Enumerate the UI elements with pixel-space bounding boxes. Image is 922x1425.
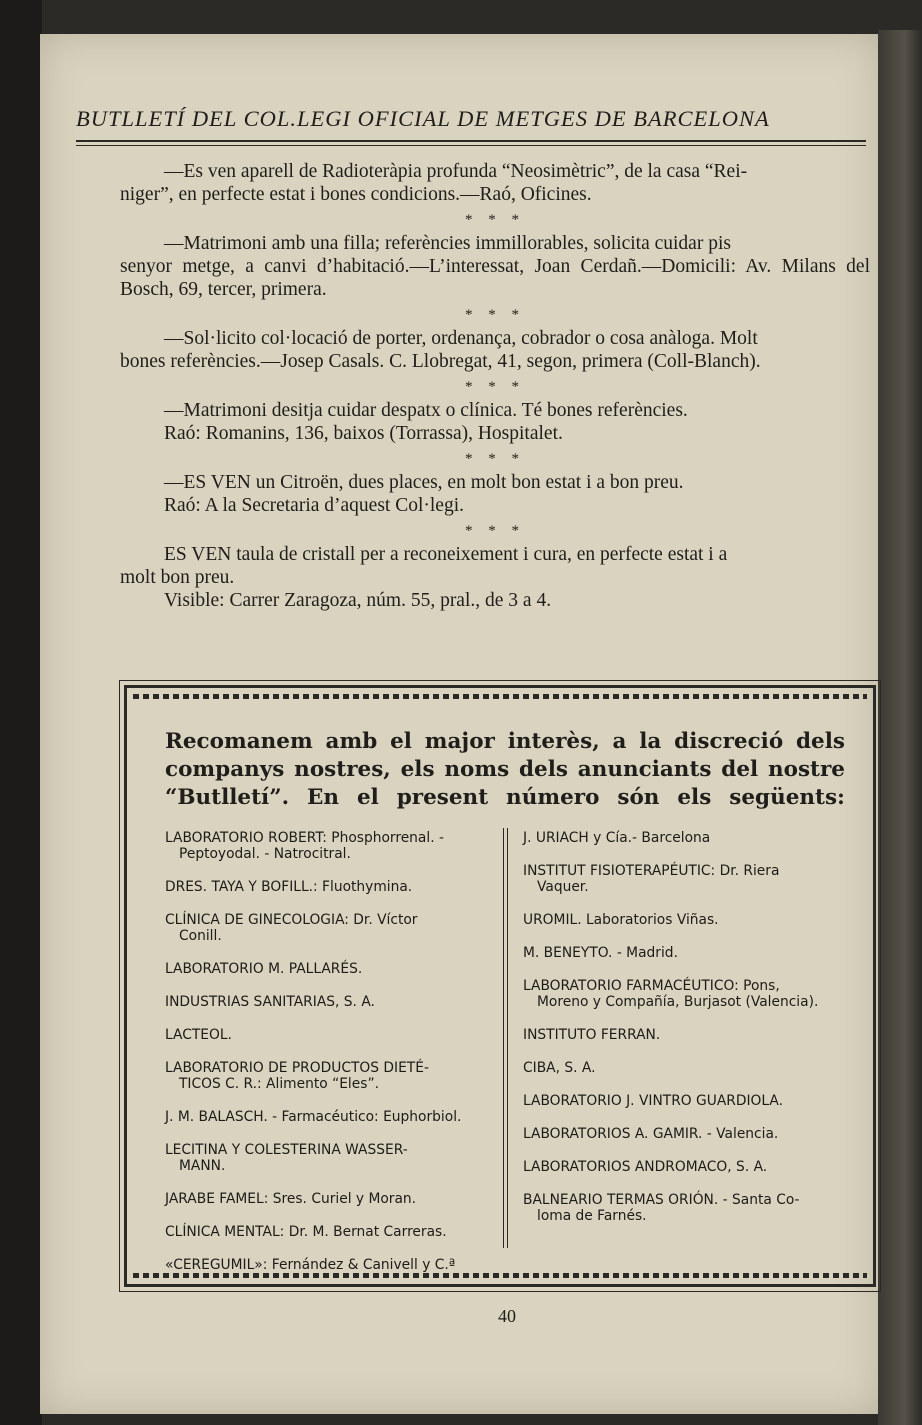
advertiser-entry xyxy=(165,879,495,895)
advertiser-name: LABORATORIO J. VINTRO GUARDIOLA. xyxy=(523,1093,783,1109)
advertiser-name: LABORATORIOS A. GAMIR. - Valencia. xyxy=(523,1126,779,1142)
separator-stars: * * * xyxy=(465,379,525,395)
advertiser-entry xyxy=(165,1142,495,1174)
ad-text-first: —ES VEN un Citroën, dues places, en molt bon estat i a bon preu. xyxy=(164,472,684,493)
advertiser-entry xyxy=(523,912,843,928)
advertiser-name: INSTITUT FISIOTERAPÉUTIC: Dr. Riera xyxy=(523,863,780,879)
advertiser-entry xyxy=(165,961,495,977)
ad-item xyxy=(120,160,870,206)
advertiser-entry xyxy=(523,1192,843,1224)
advertisers-right-column xyxy=(523,830,843,1241)
advertiser-entry xyxy=(165,830,495,862)
advertiser-entry xyxy=(165,1060,495,1092)
advertiser-name: INDUSTRIAS SANITARIAS, S. A. xyxy=(165,994,375,1010)
advertiser-name: LABORATORIO ROBERT: Phosphorrenal. - xyxy=(165,830,444,846)
ad-text: niger”, en perfecte estat i bones condicions.—Raó, Oficines. xyxy=(120,184,592,205)
advertiser-name: LABORATORIO M. PALLARÉS. xyxy=(165,961,363,977)
ad-text-first: ES VEN taula de cristall per a reconeixement i cura, en perfecte estat i a xyxy=(164,544,728,565)
advertiser-name: LACTEOL. xyxy=(165,1027,232,1043)
book-binding xyxy=(0,0,42,1425)
ad-text: molt bon preu. xyxy=(120,567,235,588)
advertiser-detail: TICOS C. R.: Alimento “Eles”. xyxy=(179,1076,379,1092)
advertiser-entry xyxy=(523,1027,843,1043)
ad-item xyxy=(120,399,870,445)
advertiser-detail: Peptoyodal. - Natrocitral. xyxy=(179,846,351,862)
advertiser-detail: loma de Farnés. xyxy=(537,1208,647,1224)
classified-ads xyxy=(120,160,870,612)
advertiser-entry xyxy=(165,994,495,1010)
page-header: BUTLLETÍ DEL COL.LEGI OFICIAL DE METGES DE BARCELONA xyxy=(76,106,770,131)
advertiser-name: LABORATORIO FARMACÉUTICO: Pons, xyxy=(523,978,780,994)
advertiser-entry xyxy=(523,1093,843,1109)
advertiser-name: LABORATORIOS ANDROMACO, S. A. xyxy=(523,1159,768,1175)
separator-stars: * * * xyxy=(465,523,525,539)
advertiser-name: CIBA, S. A. xyxy=(523,1060,596,1076)
advertiser-detail: Conill. xyxy=(179,928,222,944)
header-rule-thin xyxy=(76,145,866,146)
header-rule xyxy=(76,140,866,142)
ad-item xyxy=(120,327,870,373)
advertiser-entry xyxy=(523,863,843,895)
advertisers-left-column xyxy=(165,830,495,1290)
advertiser-name: «CEREGUMIL»: Fernández & Canivell y C.ª xyxy=(165,1257,456,1273)
advertiser-name: M. BENEYTO. - Madrid. xyxy=(523,945,678,961)
ad-text: bones referències.—Josep Casals. C. Llobregat, 41, segon, primera (Coll-Blanch). xyxy=(120,351,761,372)
column-divider xyxy=(503,828,504,1248)
ad-text: senyor metge, a canvi d’habitació.—L’interessat, Joan Cerdañ.—Domicili: Av. Milans del Bosch, 69, tercer, primera. xyxy=(120,256,870,300)
advertiser-name: BALNEARIO TERMAS ORIÓN. - Santa Co- xyxy=(523,1192,800,1208)
advertiser-entry xyxy=(165,912,495,944)
ad-item xyxy=(120,232,870,301)
advertiser-name: UROMIL. Laboratorios Viñas. xyxy=(523,912,719,928)
column-divider xyxy=(507,828,508,1248)
advertiser-name: CLÍNICA DE GINECOLOGIA: Dr. Víctor xyxy=(165,912,418,928)
advertisers-box xyxy=(124,685,876,1287)
ad-item xyxy=(120,543,870,612)
separator-stars: * * * xyxy=(465,212,525,228)
ad-text: Raó: A la Secretaria d’aquest Col·legi. xyxy=(164,495,464,516)
decorative-border xyxy=(133,694,867,699)
advertiser-detail: Moreno y Compañía, Burjasot (Valencia). xyxy=(537,994,819,1010)
advertiser-entry xyxy=(165,1191,495,1207)
ad-text: Visible: Carrer Zaragoza, núm. 55, pral., de 3 a 4. xyxy=(164,590,552,611)
separator-stars: * * * xyxy=(465,307,525,323)
advertiser-name: LABORATORIO DE PRODUCTOS DIETÉ- xyxy=(165,1060,429,1076)
page-number: 40 xyxy=(498,1306,516,1326)
separator-stars: * * * xyxy=(465,451,525,467)
ad-text: Raó: Romanins, 136, baixos (Torrassa), Hospitalet. xyxy=(164,423,563,444)
advertiser-detail: MANN. xyxy=(179,1158,226,1174)
advertiser-entry xyxy=(523,978,843,1010)
advertiser-entry xyxy=(523,1060,843,1076)
ad-item xyxy=(120,471,870,517)
advertiser-name: CLÍNICA MENTAL: Dr. M. Bernat Carreras. xyxy=(165,1224,447,1240)
advertiser-name: J. M. BALASCH. - Farmacéutico: Euphorbiol. xyxy=(165,1109,462,1125)
advertiser-name: JARABE FAMEL: Sres. Curiel y Moran. xyxy=(165,1191,417,1207)
advertiser-entry xyxy=(523,1126,843,1142)
advertiser-name: DRES. TAYA Y BOFILL.: Fluothymina. xyxy=(165,879,413,895)
ad-text-first: —Matrimoni desitja cuidar despatx o clínica. Té bones referències. xyxy=(164,400,688,421)
box-title: Recomanem amb el major interès, a la discreció dels companys nostres, els noms dels anunciants del nostre “Butlletí”. En el present número són els següents: xyxy=(165,729,845,810)
advertiser-name: LECITINA Y COLESTERINA WASSER- xyxy=(165,1142,408,1158)
next-page-edge xyxy=(878,30,922,1425)
ad-text-first: —Sol·licito col·locació de porter, ordenança, cobrador o cosa anàloga. Molt xyxy=(164,328,758,349)
ad-text-first: —Matrimoni amb una filla; referències immillorables, solicita cuidar pis xyxy=(164,233,731,254)
advertiser-detail: Vaquer. xyxy=(537,879,589,895)
advertiser-entry xyxy=(523,830,843,846)
advertiser-entry xyxy=(165,1224,495,1240)
advertiser-entry xyxy=(165,1257,495,1273)
advertiser-entry xyxy=(165,1027,495,1043)
ad-text-first: —Es ven aparell de Radioteràpia profunda “Neosimètric”, de la casa “Rei- xyxy=(164,161,748,182)
advertiser-name: J. URIACH y Cía.- Barcelona xyxy=(523,830,711,846)
advertiser-name: INSTITUTO FERRAN. xyxy=(523,1027,661,1043)
advertiser-entry xyxy=(165,1109,495,1125)
advertiser-entry xyxy=(523,945,843,961)
advertiser-entry xyxy=(523,1159,843,1175)
